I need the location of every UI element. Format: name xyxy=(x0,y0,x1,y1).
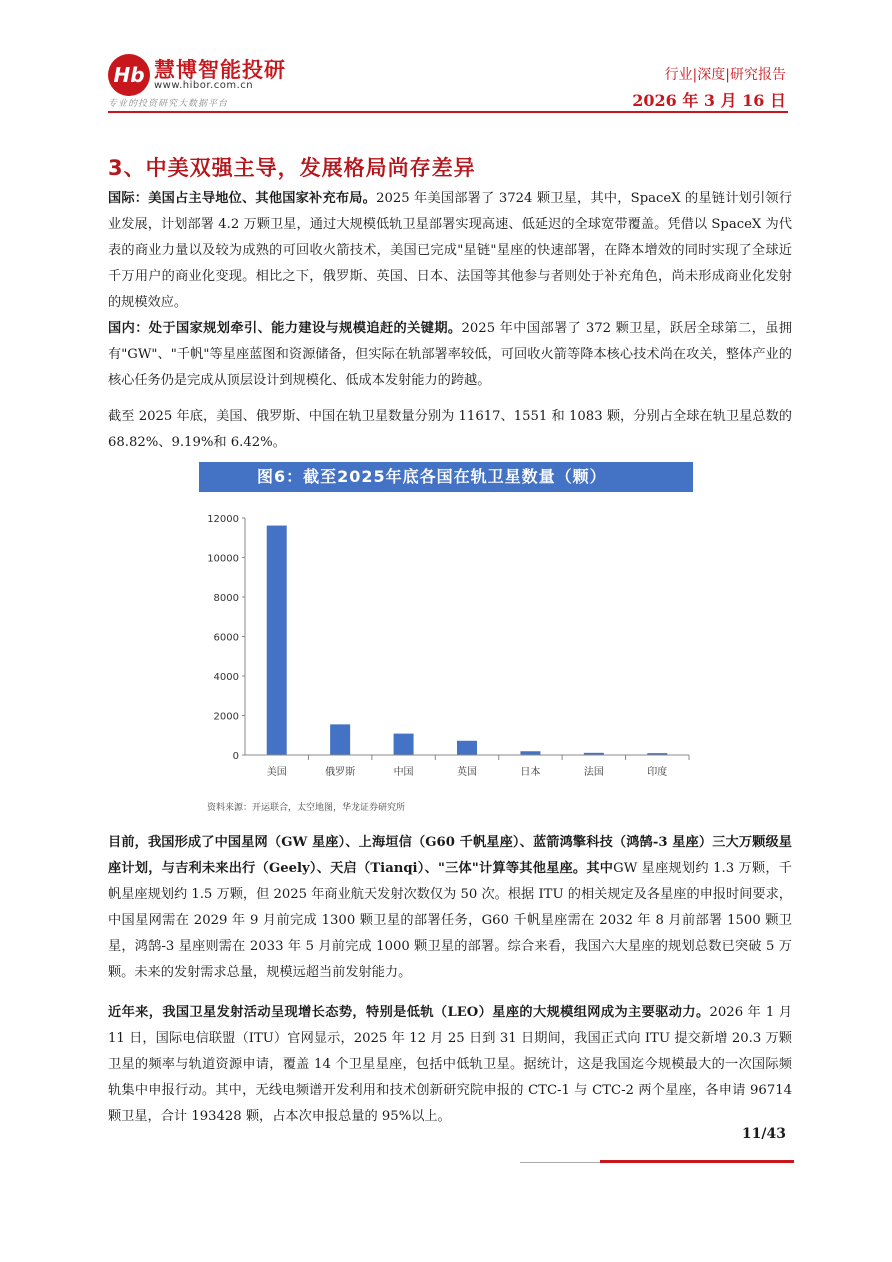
header-divider xyxy=(108,111,788,113)
footer-divider-accent xyxy=(600,1160,794,1163)
chart-plot xyxy=(199,492,693,822)
x-tick-label: 俄罗斯 xyxy=(325,767,356,778)
paragraph-body: 2026 年 1 月 11 日，国际电信联盟（ITU）官网显示，2025 年 12 月 25 日到 31 日期间，我国正式向 ITU 提交新增 20.3 万颗卫星的频率与轨道资源申请，覆盖 14 个卫星星座，包括中低轨卫星。据统计，这是我国迄今规模最大的一次国际频轨集中申报行动。其中，无线电频谱开发利用和技术创新研究院申报的 CTC-1 与 CTC-2 两个星座，各申请 96714 颗卫星，合计 193428 颗，占本次申报总量的 95%以上。 xyxy=(108,1005,793,1124)
paragraph-lead: 近年来，我国卫星发射活动呈现增长态势，特别是低轨（LEO）星座的大规模组网成为主要驱动力。 xyxy=(108,1005,710,1020)
bar-2 xyxy=(394,734,414,755)
paragraph-constellations xyxy=(108,830,792,986)
paragraph-body: 2025 年中国部署了 372 颗卫星，跃居全球第二，虽拥有"GW"、"千帆"等星座蓝图和资源储备，但实际在轨部署率较低，可回收火箭等降本核心技术尚在攻关，整体产业的核心任务仍是完成从顶层设计到规模化、低成本发射能力的跨越。 xyxy=(108,321,793,388)
x-tick-label: 美国 xyxy=(266,767,287,778)
y-tick-label: 4000 xyxy=(213,672,239,683)
y-tick-label: 6000 xyxy=(213,632,239,644)
x-tick-label: 英国 xyxy=(457,767,477,778)
satellite-count-chart xyxy=(199,462,693,818)
y-tick-label: 10000 xyxy=(207,553,239,565)
paragraph-launch-trend xyxy=(108,1000,792,1130)
bar-1 xyxy=(330,724,350,755)
x-tick-label: 印度 xyxy=(647,767,668,778)
brand-logo-icon: Hb xyxy=(108,54,150,96)
brand-slogan: 专业的投资研究大数据平台 xyxy=(108,99,229,109)
brand-name: 慧博智能投研 xyxy=(154,58,286,82)
paragraph-domestic xyxy=(108,316,792,394)
bar-4 xyxy=(520,751,540,755)
paragraph-body: GW 星座规划约 1.3 万颗，千帆星座规划约 1.5 万颗，但 2025 年商业航天发射次数仅为 50 次。根据 ITU 的相关规定及各星座的申报时间要求，中国星网需在 2029 年 9 月前完成 1300 颗卫星的部署任务，G60 千帆星座需在 2032 年 8 月前部署 1500 颗卫星，鸿鹄-3 星座则需在 2033 年 5 月前完成 1000 颗卫星的部署。综合来看，我国六大星座的规划总数已突破 5 万颗。未来的发射需求总量，规模远超当前发射能力。 xyxy=(108,861,792,980)
paragraph-lead: 目前，我国形成了中国星网（GW 星座）、上海垣信（G60 千帆星座）、蓝箭鸿擎科技（鸿鹄-3 星座）三大万颗级星座计划，与吉利未来出行（Geely）、天启（Tianqi）、"三体"计算等其他星座。其中 xyxy=(108,835,792,876)
brand-url: www.hibor.com.cn xyxy=(154,80,254,91)
footer-divider xyxy=(520,1162,600,1163)
paragraph-international xyxy=(108,186,792,316)
x-tick-label: 日本 xyxy=(520,767,541,778)
paragraph-body: 2025 年美国部署了 3724 颗卫星，其中，SpaceX 的星链计划引领行业发展，计划部署 4.2 万颗卫星，通过大规模低轨卫星部署实现高速、低延迟的全球宽带覆盖。凭借以 SpaceX 为代表的商业力量以及较为成熟的可回收火箭技术，美国已完成"星链"星座的快速部署，在降本增效的同时实现了全球近千万用户的商业化变现。相比之下，俄罗斯、英国、日本、法国等其他参与者则处于补充角色，尚未形成商业化发射的规模效应。 xyxy=(108,191,793,310)
page-number: 11/43 xyxy=(741,1126,786,1142)
section-title: 3、中美双强主导，发展格局尚存差异 xyxy=(108,156,476,180)
y-tick-label: 8000 xyxy=(213,593,239,604)
x-tick-label: 法国 xyxy=(583,767,604,778)
paragraph-satellite-counts xyxy=(108,404,792,456)
y-tick-label: 12000 xyxy=(207,514,239,525)
paragraph-lead: 国际：美国占主导地位、其他国家补充布局。 xyxy=(108,191,377,206)
paragraph-lead: 国内：处于国家规划牵引、能力建设与规模追赶的关键期。 xyxy=(108,321,462,336)
x-tick-label: 中国 xyxy=(393,767,414,778)
report-type: 行业|深度|研究报告 xyxy=(664,67,786,83)
y-tick-label: 0 xyxy=(232,751,239,762)
bar-0 xyxy=(267,526,287,755)
bar-3 xyxy=(457,741,477,755)
report-date: 2026 年 3 月 16 日 xyxy=(632,91,786,110)
y-tick-label: 2000 xyxy=(213,711,239,723)
chart-title: 图6：截至2025年底各国在轨卫星数量（颗） xyxy=(199,462,693,492)
paragraph-body: 截至 2025 年底，美国、俄罗斯、中国在轨卫星数量分别为 11617、1551 和 1083 颗，分别占全球在轨卫星总数的 68.82%、9.19%和 6.42%。 xyxy=(108,409,792,450)
chart-source: 资料来源：开运联合，太空地图，华龙证券研究所 xyxy=(207,803,406,813)
